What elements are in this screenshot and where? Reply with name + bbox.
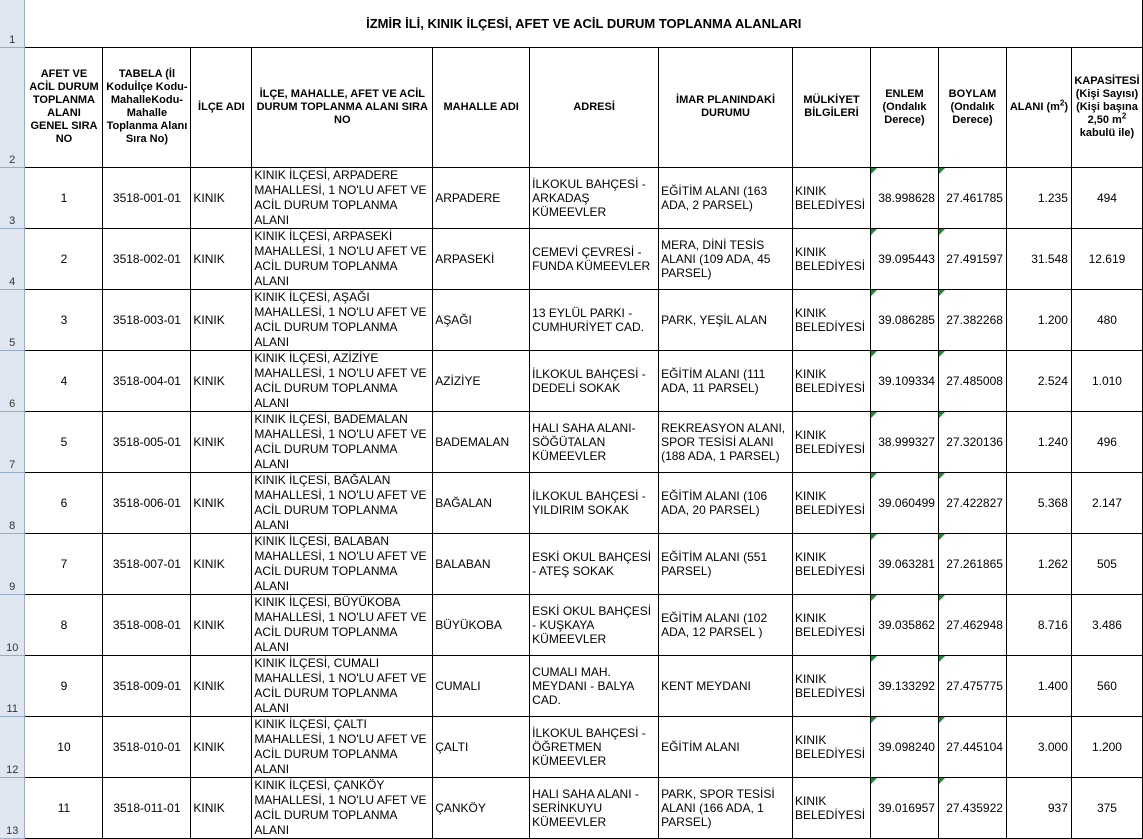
cell-ilce[interactable]: KINIK (191, 777, 252, 838)
row-header[interactable]: 5 (0, 289, 25, 350)
cell-imar[interactable]: EĞİTİM ALANI (551 PARSEL) (659, 533, 793, 594)
cell-mahalle[interactable]: ÇANKÖY (433, 777, 530, 838)
cell-alan-adi[interactable] (252, 594, 433, 655)
cell-sira-no[interactable]: 1 (25, 167, 103, 228)
cell-alan-adi-text: KINIK İLÇESİ, ÇANKÖY MAHALLESİ, 1 NO'LU AFET VE ACİL DURUM TOPLANMA ALANI (254, 777, 427, 837)
cell-imar[interactable]: EĞİTİM ALANI (659, 716, 793, 777)
cell-mulkiyet[interactable]: KINIK BELEDİYESİ (793, 350, 871, 411)
header-enlem[interactable]: ENLEM (Ondalık Derece) (870, 47, 938, 167)
cell-enlem[interactable]: 39.016957 (870, 777, 938, 838)
cell-sira-no[interactable]: 3 (25, 289, 103, 350)
header-boylam[interactable]: BOYLAM (Ondalık Derece) (938, 47, 1006, 167)
cell-alani[interactable]: 1.400 (1006, 655, 1071, 716)
cell-mulkiyet[interactable]: KINIK BELEDİYESİ (793, 228, 871, 289)
cell-alan-adi[interactable] (252, 228, 433, 289)
cell-alani[interactable]: 1.262 (1006, 533, 1071, 594)
cell-alan-adi-text: KINIK İLÇESİ, ARPADERE MAHALLESİ, 1 NO'LU AFET VE ACİL DURUM TOPLANMA ALANI (254, 167, 427, 227)
cell-mulkiyet[interactable]: KINIK BELEDİYESİ (793, 594, 871, 655)
row-header[interactable]: 3 (0, 167, 25, 228)
cell-alan-adi[interactable] (252, 289, 433, 350)
cell-tabela[interactable]: 3518-006-01 (103, 472, 191, 533)
table-row (0, 716, 1143, 777)
cell-adres[interactable]: CUMALI MAH. MEYDANI - BALYA CAD. (530, 655, 659, 716)
cell-imar[interactable]: PARK, YEŞİL ALAN (659, 289, 793, 350)
cell-ilce[interactable]: KINIK (191, 655, 252, 716)
table-row (0, 655, 1143, 716)
cell-alan-adi[interactable] (252, 655, 433, 716)
cell-ilce[interactable]: KINIK (191, 289, 252, 350)
cell-adres[interactable]: HALI SAHA ALANI - SERİNKUYU KÜMEEVLER (530, 777, 659, 838)
cell-alan-adi[interactable] (252, 167, 433, 228)
cell-ilce[interactable]: KINIK (191, 167, 252, 228)
cell-alan-adi-text: KINIK İLÇESİ, ARPASEKİ MAHALLESİ, 1 NO'LU AFET VE ACİL DURUM TOPLANMA ALANI (254, 228, 427, 288)
cell-ilce[interactable]: KINIK (191, 716, 252, 777)
row-header[interactable]: 9 (0, 533, 25, 594)
cell-kapasite[interactable]: 375 (1071, 777, 1142, 838)
header-imar[interactable]: İMAR PLANINDAKİ DURUMU (659, 47, 793, 167)
cell-alan-adi-text: KINIK İLÇESİ, BAĞALAN MAHALLESİ, 1 NO'LU AFET VE ACİL DURUM TOPLANMA ALANI (254, 472, 427, 532)
cell-boylam[interactable]: 27.485008 (938, 350, 1006, 411)
cell-enlem[interactable]: 39.086285 (870, 289, 938, 350)
cell-sira-no[interactable]: 5 (25, 411, 103, 472)
cell-alani[interactable]: 937 (1006, 777, 1071, 838)
cell-enlem[interactable]: 39.035862 (870, 594, 938, 655)
cell-mahalle[interactable]: CUMALI (433, 655, 530, 716)
cell-ilce[interactable]: KINIK (191, 228, 252, 289)
cell-sira-no[interactable]: 8 (25, 594, 103, 655)
cell-mahalle[interactable]: ÇALTI (433, 716, 530, 777)
cell-adres[interactable]: HALI SAHA ALANI- SÖĞÜTALAN KÜMEEVLER (530, 411, 659, 472)
cell-adres[interactable]: ESKİ OKUL BAHÇESİ - KUŞKAYA KÜMEEVLER (530, 594, 659, 655)
cell-adres[interactable]: İLKOKUL BAHÇESİ - YILDIRIM SOKAK (530, 472, 659, 533)
cell-adres[interactable]: İLKOKUL BAHÇESİ - ARKADAŞ KÜMEEVLER (530, 167, 659, 228)
cell-enlem[interactable]: 38.998628 (870, 167, 938, 228)
cell-boylam[interactable]: 27.435922 (938, 777, 1006, 838)
cell-tabela[interactable]: 3518-011-01 (103, 777, 191, 838)
cell-tabela[interactable]: 3518-005-01 (103, 411, 191, 472)
cell-kapasite[interactable]: 1.200 (1071, 716, 1142, 777)
cell-enlem[interactable]: 39.109334 (870, 350, 938, 411)
table-row (0, 594, 1143, 655)
cell-boylam[interactable]: 27.261865 (938, 533, 1006, 594)
cell-alani[interactable]: 2.524 (1006, 350, 1071, 411)
cell-mahalle[interactable]: BALABAN (433, 533, 530, 594)
cell-alan-adi[interactable] (252, 777, 433, 838)
cell-imar[interactable]: EĞİTİM ALANI (163 ADA, 2 PARSEL) (659, 167, 793, 228)
row-header[interactable]: 11 (0, 655, 25, 716)
cell-boylam[interactable]: 27.491597 (938, 228, 1006, 289)
cell-ilce[interactable]: KINIK (191, 350, 252, 411)
row-header[interactable]: 2 (0, 47, 25, 167)
cell-kapasite[interactable]: 560 (1071, 655, 1142, 716)
cell-alan-adi[interactable] (252, 533, 433, 594)
cell-enlem[interactable]: 39.133292 (870, 655, 938, 716)
cell-boylam[interactable]: 27.422827 (938, 472, 1006, 533)
cell-imar[interactable]: MERA, DİNİ TESİS ALANI (109 ADA, 45 PARSEL) (659, 228, 793, 289)
row-header[interactable]: 12 (0, 716, 25, 777)
cell-enlem[interactable]: 39.063281 (870, 533, 938, 594)
row-header[interactable]: 6 (0, 350, 25, 411)
cell-imar[interactable]: REKREASYON ALANI, SPOR TESİSİ ALANI (188 ADA, 1 PARSEL) (659, 411, 793, 472)
cell-adres[interactable]: ESKİ OKUL BAHÇESİ - ATEŞ SOKAK (530, 533, 659, 594)
table-row (0, 228, 1143, 289)
cell-alan-adi-text: KINIK İLÇESİ, AŞAĞI MAHALLESİ, 1 NO'LU AFET VE ACİL DURUM TOPLANMA ALANI (254, 289, 427, 349)
cell-tabela[interactable]: 3518-008-01 (103, 594, 191, 655)
cell-mulkiyet[interactable]: KINIK BELEDİYESİ (793, 533, 871, 594)
cell-alan-adi-text: KINIK İLÇESİ, AZİZİYE MAHALLESİ, 1 NO'LU AFET VE ACİL DURUM TOPLANMA ALANI (254, 350, 427, 410)
cell-alan-adi[interactable] (252, 472, 433, 533)
cell-kapasite[interactable]: 480 (1071, 289, 1142, 350)
cell-ilce[interactable]: KINIK (191, 472, 252, 533)
header-alani-text: ALANI (m (1009, 100, 1060, 113)
cell-tabela[interactable]: 3518-004-01 (103, 350, 191, 411)
header-tabela[interactable]: TABELA (İl Koduİlçe Kodu-MahalleKodu-Mahalle Toplanma Alanı Sıra No) (103, 47, 191, 167)
cell-alani[interactable]: 1.240 (1006, 411, 1071, 472)
cell-imar[interactable]: KENT MEYDANI (659, 655, 793, 716)
cell-kapasite[interactable]: 2.147 (1071, 472, 1142, 533)
cell-alan-adi-text: KINIK İLÇESİ, ÇALTI MAHALLESİ, 1 NO'LU AFET VE ACİL DURUM TOPLANMA ALANI (254, 716, 427, 776)
cell-sira-no[interactable]: 4 (25, 350, 103, 411)
cell-alan-adi-text: KINIK İLÇESİ, BALABAN MAHALLESİ, 1 NO'LU AFET VE ACİL DURUM TOPLANMA ALANI (254, 533, 427, 593)
row-header[interactable]: 4 (0, 228, 25, 289)
cell-ilce[interactable]: KINIK (191, 533, 252, 594)
cell-tabela[interactable]: 3518-010-01 (103, 716, 191, 777)
cell-mulkiyet[interactable]: KINIK BELEDİYESİ (793, 289, 871, 350)
cell-imar[interactable]: EĞİTİM ALANI (111 ADA, 11 PARSEL) (659, 350, 793, 411)
cell-alani[interactable]: 3.000 (1006, 716, 1071, 777)
header-mahalle[interactable]: MAHALLE ADI (433, 47, 530, 167)
cell-boylam[interactable]: 27.382268 (938, 289, 1006, 350)
cell-alan-adi-text: KINIK İLÇESİ, CUMALI MAHALLESİ, 1 NO'LU AFET VE ACİL DURUM TOPLANMA ALANI (254, 655, 427, 715)
cell-sira-no[interactable]: 6 (25, 472, 103, 533)
cell-alani[interactable]: 8.716 (1006, 594, 1071, 655)
row-header[interactable]: 1 (0, 0, 25, 47)
table-row (0, 533, 1143, 594)
cell-tabela[interactable]: 3518-001-01 (103, 167, 191, 228)
table-row (0, 411, 1143, 472)
cell-tabela[interactable]: 3518-007-01 (103, 533, 191, 594)
header-mulkiyet[interactable]: MÜLKİYET BİLGİLERİ (793, 47, 871, 167)
row-header[interactable]: 8 (0, 472, 25, 533)
cell-alan-adi-text: KINIK İLÇESİ, BÜYÜKOBA MAHALLESİ, 1 NO'LU AFET VE ACİL DURUM TOPLANMA ALANI (254, 594, 427, 654)
cell-mulkiyet[interactable]: KINIK BELEDİYESİ (793, 716, 871, 777)
cell-boylam[interactable]: 27.445104 (938, 716, 1006, 777)
header-alani-sup: 2 (1059, 97, 1065, 107)
cell-tabela[interactable]: 3518-002-01 (103, 228, 191, 289)
cell-adres[interactable]: CEMEVİ ÇEVRESİ - FUNDA KÜMEEVLER (530, 228, 659, 289)
cell-imar[interactable]: PARK, SPOR TESİSİ ALANI (166 ADA, 1 PARSEL) (659, 777, 793, 838)
cell-alan-adi[interactable] (252, 411, 433, 472)
header-ilce[interactable]: İLÇE ADI (191, 47, 252, 167)
header-kapasite-text: KAPASİTESİ (Kişi Sayısı) (Kişi başına 2,50 m (1074, 74, 1140, 126)
cell-sira-no[interactable]: 10 (25, 716, 103, 777)
cell-tabela[interactable]: 3518-009-01 (103, 655, 191, 716)
cell-mulkiyet[interactable]: KINIK BELEDİYESİ (793, 167, 871, 228)
cell-alani[interactable]: 5.368 (1006, 472, 1071, 533)
cell-adres[interactable]: İLKOKUL BAHÇESİ - DEDELİ SOKAK (530, 350, 659, 411)
cell-boylam[interactable]: 27.462948 (938, 594, 1006, 655)
cell-sira-no[interactable]: 2 (25, 228, 103, 289)
cell-kapasite[interactable]: 12.619 (1071, 228, 1142, 289)
row-header[interactable]: 7 (0, 411, 25, 472)
header-kapasite[interactable] (1071, 47, 1142, 167)
cell-imar[interactable]: EĞİTİM ALANI (106 ADA, 20 PARSEL) (659, 472, 793, 533)
cell-sira-no[interactable]: 7 (25, 533, 103, 594)
cell-mahalle[interactable]: BAĞALAN (433, 472, 530, 533)
header-kapasite-end: kabulü ile) (1079, 126, 1135, 139)
cell-mulkiyet[interactable]: KINIK BELEDİYESİ (793, 472, 871, 533)
sheet-title[interactable]: İZMİR İLİ, KINIK İLÇESİ, AFET VE ACİL DURUM TOPLANMA ALANLARI (25, 0, 1143, 47)
cell-mahalle[interactable]: AŞAĞI (433, 289, 530, 350)
cell-ilce[interactable]: KINIK (191, 411, 252, 472)
cell-kapasite[interactable]: 494 (1071, 167, 1142, 228)
cell-imar[interactable]: EĞİTİM ALANI (102 ADA, 12 PARSEL ) (659, 594, 793, 655)
row-header[interactable]: 10 (0, 594, 25, 655)
header-adres[interactable]: ADRESİ (530, 47, 659, 167)
cell-alani[interactable]: 1.235 (1006, 167, 1071, 228)
row-header[interactable]: 13 (0, 777, 25, 838)
cell-mahalle[interactable]: AZİZİYE (433, 350, 530, 411)
cell-boylam[interactable]: 27.461785 (938, 167, 1006, 228)
cell-mulkiyet[interactable]: KINIK BELEDİYESİ (793, 411, 871, 472)
cell-mahalle[interactable]: BÜYÜKOBA (433, 594, 530, 655)
header-sira-no[interactable]: AFET VE ACİL DURUM TOPLANMA ALANI GENEL SIRA NO (25, 47, 103, 167)
cell-boylam[interactable]: 27.320136 (938, 411, 1006, 472)
cell-alan-adi[interactable] (252, 716, 433, 777)
cell-mahalle[interactable]: BADEMALAN (433, 411, 530, 472)
header-alani[interactable] (1006, 47, 1071, 167)
cell-ilce[interactable]: KINIK (191, 594, 252, 655)
cell-enlem[interactable]: 39.095443 (870, 228, 938, 289)
cell-enlem[interactable]: 39.060499 (870, 472, 938, 533)
cell-kapasite[interactable]: 3.486 (1071, 594, 1142, 655)
table-row (0, 777, 1143, 838)
cell-enlem[interactable]: 38.999327 (870, 411, 938, 472)
cell-mahalle[interactable]: ARPADERE (433, 167, 530, 228)
header-alan-adi[interactable]: İLÇE, MAHALLE, AFET VE ACİL DURUM TOPLANMA ALANI SIRA NO (252, 47, 433, 167)
cell-sira-no[interactable]: 11 (25, 777, 103, 838)
cell-mahalle[interactable]: ARPASEKİ (433, 228, 530, 289)
table-row (0, 472, 1143, 533)
cell-mulkiyet[interactable]: KINIK BELEDİYESİ (793, 655, 871, 716)
cell-alan-adi-text: KINIK İLÇESİ, BADEMALAN MAHALLESİ, 1 NO'LU AFET VE ACİL DURUM TOPLANMA ALANI (254, 411, 427, 471)
cell-kapasite[interactable]: 1.010 (1071, 350, 1142, 411)
cell-enlem[interactable]: 39.098240 (870, 716, 938, 777)
cell-kapasite[interactable]: 496 (1071, 411, 1142, 472)
cell-kapasite[interactable]: 505 (1071, 533, 1142, 594)
header-kapasite-sup: 2 (1121, 110, 1127, 120)
cell-adres[interactable]: İLKOKUL BAHÇESİ - ÖĞRETMEN KÜMEEVLER (530, 716, 659, 777)
table-row (0, 350, 1143, 411)
table-row (0, 167, 1143, 228)
cell-alani[interactable]: 31.548 (1006, 228, 1071, 289)
cell-boylam[interactable]: 27.475775 (938, 655, 1006, 716)
cell-alan-adi[interactable] (252, 350, 433, 411)
cell-sira-no[interactable]: 9 (25, 655, 103, 716)
cell-mulkiyet[interactable]: KINIK BELEDİYESİ (793, 777, 871, 838)
table-row (0, 289, 1143, 350)
cell-alani[interactable]: 1.200 (1006, 289, 1071, 350)
cell-tabela[interactable]: 3518-003-01 (103, 289, 191, 350)
cell-adres[interactable]: 13 EYLÜL PARKI - CUMHURİYET CAD. (530, 289, 659, 350)
header-alani-end: ) (1064, 100, 1069, 113)
